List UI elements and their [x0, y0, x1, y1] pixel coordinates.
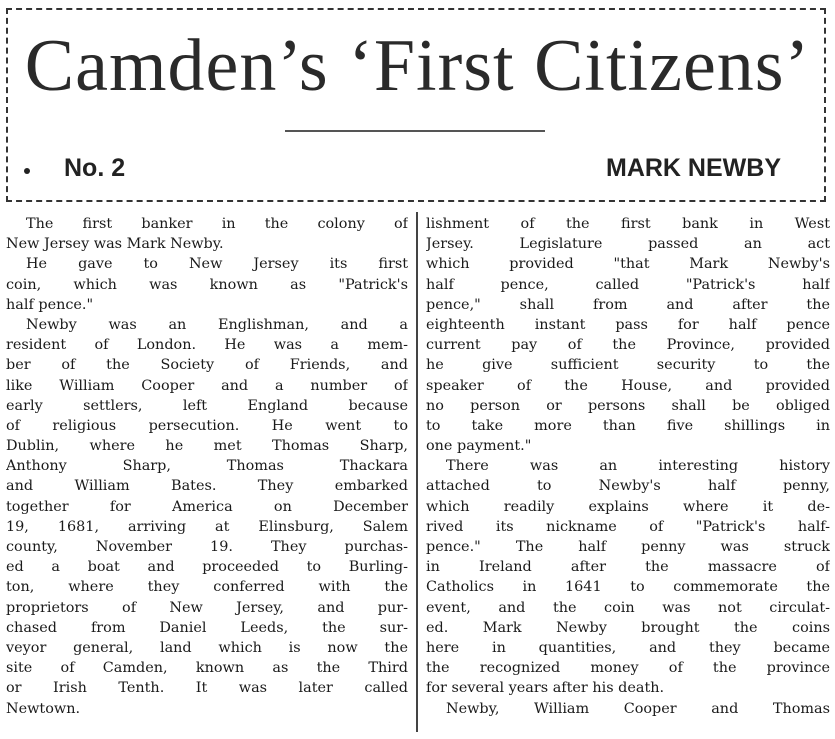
text-line: like William Cooper and a number of — [6, 377, 408, 394]
text-line: no person or persons shall be obliged — [426, 397, 830, 414]
text-line: coin, which was known as "Patrick's — [6, 276, 408, 293]
text-line: He gave to New Jersey its first — [26, 256, 408, 273]
bullet-mark — [24, 168, 30, 174]
text-line: current pay of the Province, provided — [426, 337, 830, 354]
text-line: and William Bates. They embarked — [6, 478, 408, 495]
text-line: resident of London. He was a mem- — [6, 337, 408, 354]
text-line: or Irish Tenth. It was later called — [6, 680, 408, 697]
text-line: pence." The half penny was struck — [426, 539, 830, 555]
text-line: chased from Daniel Leeds, the sur- — [6, 619, 408, 636]
text-line: veyor general, land which is now the — [6, 639, 408, 656]
text-line: Jersey. Legislature passed an act — [426, 236, 830, 253]
article-title: Camden’s ‘First Citizens’ — [24, 25, 811, 107]
text-line: for several years after his death. — [426, 680, 665, 697]
right-column — [426, 214, 830, 719]
text-line: proprietors of New Jersey, and pur- — [6, 599, 408, 616]
text-line: here in quantities, and they became — [426, 639, 830, 656]
text-line: The first banker in the colony of — [26, 216, 408, 232]
text-line: rived its nickname of "Patrick's half- — [426, 518, 830, 535]
text-line: attached to Newby's half penny, — [426, 478, 830, 495]
text-line: lishment of the first bank in West — [426, 216, 830, 232]
subject-name: MARK NEWBY — [606, 154, 781, 182]
text-line: Newby, William Cooper and Thomas — [446, 700, 830, 717]
text-line: ed. Mark Newby brought the coins — [426, 619, 830, 636]
left-column — [6, 214, 408, 719]
text-line: to take more than five shillings in — [426, 417, 830, 434]
text-line: early settlers, left England because — [6, 397, 408, 414]
text-line: half pence." — [6, 296, 94, 313]
text-line: county, November 19. They purchas- — [6, 539, 408, 555]
text-line: half pence, called "Patrick's half — [426, 276, 830, 293]
text-line: one payment." — [426, 438, 532, 455]
text-line: speaker of the House, and provided — [426, 377, 830, 394]
text-line: event, and the coin was not circulat- — [426, 599, 830, 616]
text-line: New Jersey was Mark Newby. — [6, 236, 224, 253]
text-line: Newtown. — [6, 700, 81, 717]
text-line: Anthony Sharp, Thomas Thackara — [6, 458, 408, 475]
text-line: together for America on December — [6, 498, 408, 515]
title-rule — [285, 130, 545, 132]
text-line: he give sufficient security to the — [426, 357, 830, 374]
text-line: There was an interesting history — [446, 458, 830, 475]
text-line: the recognized money of the province — [426, 660, 830, 677]
text-line: of religious persecution. He went to — [6, 417, 408, 434]
column-divider — [416, 212, 418, 732]
text-line: ber of the Society of Friends, and — [6, 357, 408, 374]
text-line: which readily explains where it de- — [426, 498, 830, 515]
text-line: ed a boat and proceeded to Burling- — [6, 559, 408, 576]
text-line: Newby was an Englishman, and a — [26, 316, 408, 333]
text-line: 19, 1681, arriving at Elinsburg, Salem — [6, 518, 408, 535]
text-line: eighteenth instant pass for half pence — [426, 316, 830, 333]
text-line: in Ireland after the massacre of — [426, 559, 830, 576]
text-line: site of Camden, known as the Third — [6, 660, 408, 677]
text-line: pence," shall from and after the — [426, 296, 830, 313]
text-line: Catholics in 1641 to commemorate the — [426, 579, 830, 596]
text-line: which provided "that Mark Newby's — [426, 256, 830, 273]
text-line: ton, where they conferred with the — [6, 579, 408, 596]
text-line: Dublin, where he met Thomas Sharp, — [6, 438, 408, 455]
series-number: No. 2 — [64, 154, 126, 182]
